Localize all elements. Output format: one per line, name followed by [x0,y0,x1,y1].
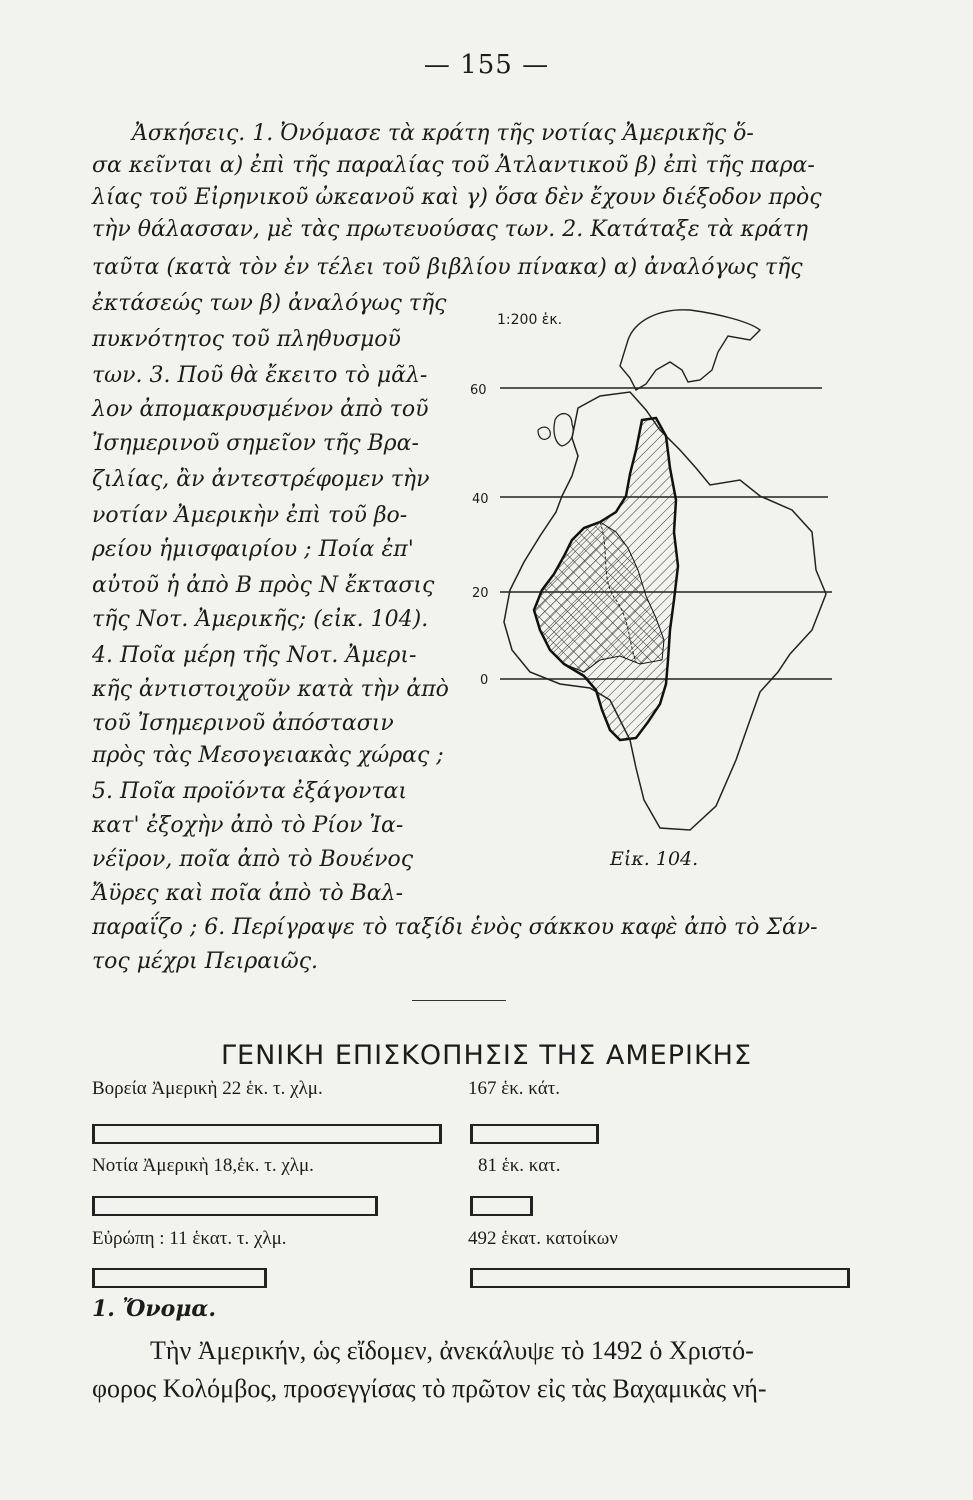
exercise-line: πυκνότητος τοῦ πληθυσμοῦ [92,327,401,352]
latitude-label-40: 40 [472,492,489,507]
exercise-line: Ἄϋρες καὶ ποῖα ἀπὸ τὸ Βαλ- [92,881,404,906]
area-bar [92,1124,442,1144]
exercise-line: κατ' ἐξοχὴν ἀπὸ τὸ Ρίον Ἰα- [92,813,404,838]
population-label: 167 ἑκ. κάτ. [468,1078,561,1099]
body-line: Τὴν Ἀμερικήν, ὡς εἴδομεν, ἀνεκάλυψε τὸ 1492 ὁ Χριστό- [150,1336,754,1365]
population-bar [470,1124,599,1144]
population-bar [470,1196,533,1216]
exercise-line: Ἰσημερινοῦ σημεῖον τῆς Βρα- [92,431,419,456]
population-label: 492 ἑκατ. κατοίκων [468,1228,618,1249]
population-bar [470,1268,850,1288]
page-number: — 155 — [423,50,550,80]
britain-outline [554,414,573,446]
map-figure [460,300,840,860]
exercise-line: Ἀσκήσεις. 1. Ὀνόμασε τὰ κράτη τῆς νοτίας Ἀμερικῆς ὅ- [132,121,754,146]
exercise-line: κῆς ἀντιστοιχοῦν κατὰ τὴν ἀπὸ [92,677,449,702]
exercise-line: τὴν θάλασσαν, μὲ τὰς πρωτευούσας των. 2. Κατάταξε τὰ κράτη [92,217,809,242]
body-line: φορος Κολόμβος, προσεγγίσας τὸ πρῶτον εἰς τὰς Βαχαμικὰς νή- [92,1374,767,1403]
exercise-line: 5. Ποῖα προϊόντα ἐξάγονται [92,779,407,804]
exercise-line: αὐτοῦ ἡ ἀπὸ Β πρὸς Ν ἔκτασις [92,573,435,598]
population-label: 81 ἑκ. κατ. [478,1155,561,1176]
area-label: Νοτία Ἀμερικὴ 18,ἑκ. τ. χλμ. [92,1155,314,1176]
exercise-line: νοτίαν Ἀμερικὴν ἐπὶ τοῦ βο- [92,503,408,528]
exercise-line: ζιλίας, ἂν ἀντεστρέφομεν τὴν [92,467,430,492]
exercise-line: ρείου ἡμισφαιρίου ; Ποία ἐπ' [92,537,414,562]
exercise-line: ταῦτα (κατὰ τὸν ἐν τέλει τοῦ βιβλίου πίνακα) α) ἀναλόγως τῆς [92,255,803,280]
area-label: Εὐρώπη : 11 ἑκατ. τ. χλμ. [92,1228,287,1249]
ireland-outline [538,427,550,439]
latitude-label-60: 60 [470,383,487,398]
exercise-line: 4. Ποῖα μέρη τῆς Νοτ. Ἀμερι- [92,643,417,668]
latitude-label-0: 0 [480,673,489,688]
exercise-line: λίας τοῦ Εἰρηνικοῦ ὠκεανοῦ καὶ γ) ὅσα δὲν ἔχουν διέξοδον πρὸς [92,185,822,210]
area-bar [92,1196,378,1216]
map-scale-label: 1:200 ἑκ. [497,312,563,328]
section-heading: 1. Ὄνομα. [92,1296,217,1322]
overview-title: ΓΕΝΙΚΗ ΕΠΙΣΚΟΠΗΣΙΣ ΤΗΣ ΑΜΕΡΙΚΗΣ [220,1040,753,1071]
exercise-line: πρὸς τὰς Μεσογειακὰς χώρας ; [92,743,444,768]
exercise-line: παραΐζο ; 6. Περίγραψε τὸ ταξίδι ἑνὸς σάκκου καφὲ ἀπὸ τὸ Σάν- [92,915,818,940]
exercise-line: ἐκτάσεώς των β) ἀναλόγως τῆς [92,291,447,316]
scandinavia-outline [620,310,760,390]
area-bar [92,1268,267,1288]
latitude-label-20: 20 [472,586,489,601]
exercise-line: σα κεῖνται α) ἐπὶ τῆς παραλίας τοῦ Ἀτλαντικοῦ β) ἐπὶ τῆς παρα- [92,153,815,178]
separator-rule [412,1000,506,1001]
exercise-line: λον ἀπομακρυσμένον ἀπὸ τοῦ [92,397,429,422]
exercise-line: των. 3. Ποῦ θὰ ἔκειτο τὸ μᾶλ- [92,363,428,388]
exercise-line: νέϊρον, ποῖα ἀπὸ τὸ Βουένος [92,847,414,872]
figure-caption: Εἰκ. 104. [610,848,699,870]
exercise-line: τος μέχρι Πειραιῶς. [92,949,319,974]
exercise-line: τῆς Νοτ. Ἀμερικῆς; (εἰκ. 104). [92,607,429,632]
exercise-line: τοῦ Ἰσημερινοῦ ἀπόστασιν [92,711,394,736]
area-label: Βορεία Ἀμερικὴ 22 ἑκ. τ. χλμ. [92,1078,323,1099]
